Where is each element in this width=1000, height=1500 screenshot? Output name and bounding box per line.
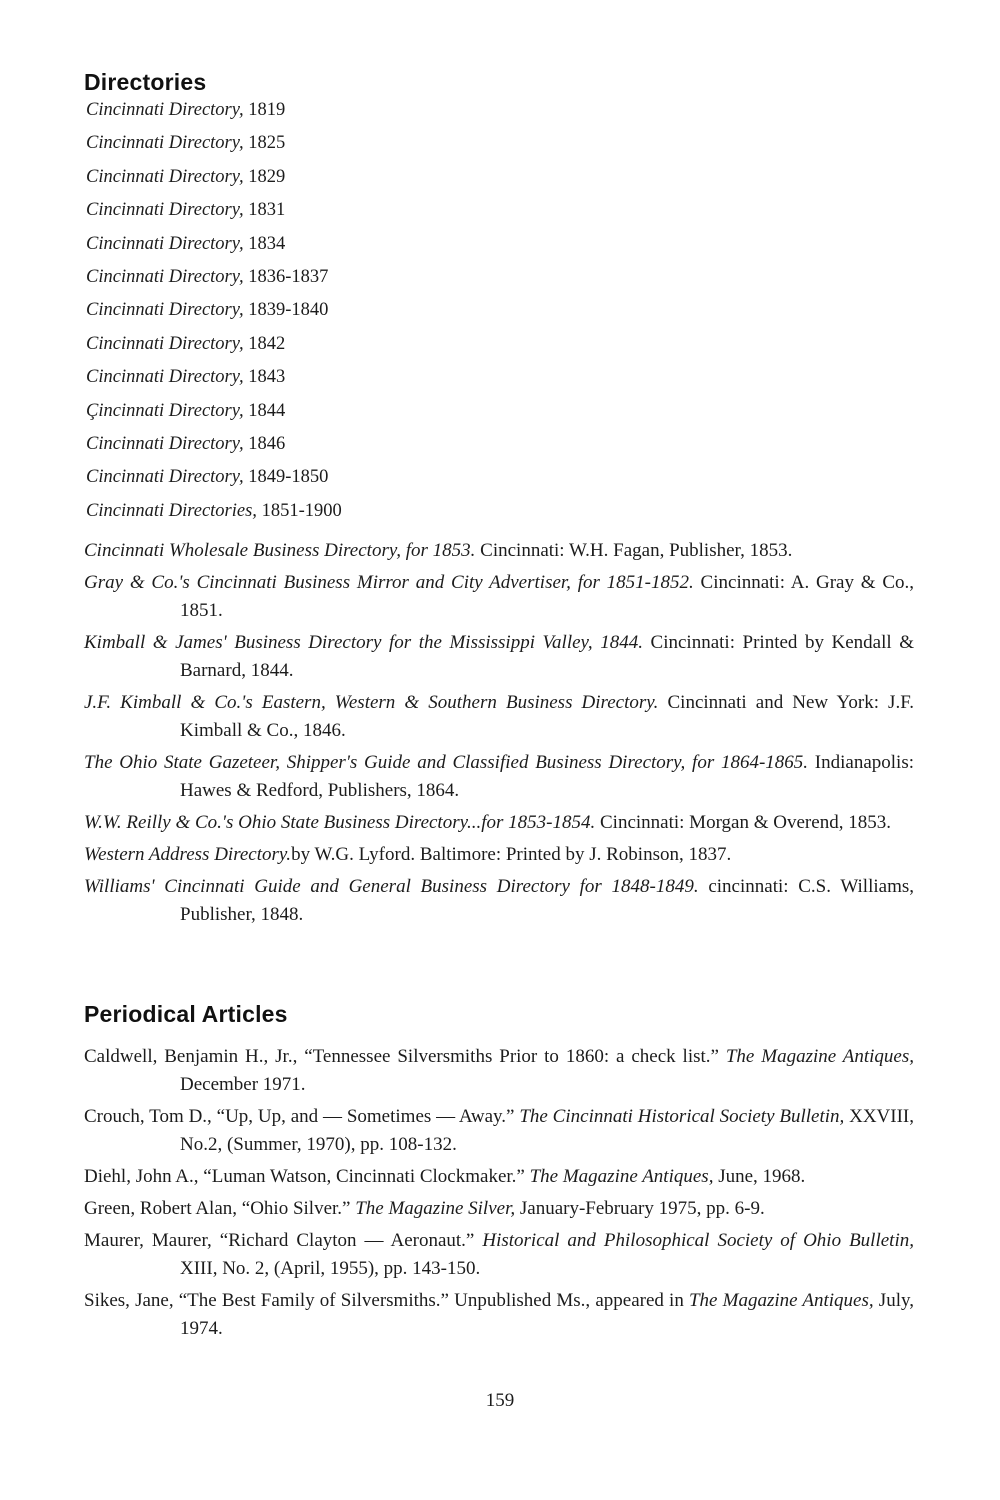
directory-title: Cincinnati Directory, bbox=[86, 433, 244, 454]
bibliography-entry bbox=[84, 1287, 914, 1343]
entry-title: The Ohio State Gazeteer, Shipper's Guide and Classified Business Directory, for 1864-1865. bbox=[84, 752, 809, 773]
list-item bbox=[86, 495, 342, 528]
entry-citation: January-February 1975, pp. 6-9. bbox=[515, 1198, 765, 1219]
entry-title: Williams' Cincinnati Guide and General Business Directory for 1848-1849. bbox=[84, 876, 699, 897]
entry-publication: by W.G. Lyford. Baltimore: Printed by J. Robinson, 1837. bbox=[291, 844, 732, 865]
list-item bbox=[86, 361, 342, 394]
entry-periodical: The Magazine Antiques, bbox=[688, 1290, 874, 1311]
entry-periodical: The Magazine Silver, bbox=[355, 1198, 516, 1219]
bibliography-entry bbox=[84, 689, 914, 745]
entry-title: W.W. Reilly & Co.'s Ohio State Business Directory...for 1853-1854. bbox=[84, 812, 596, 833]
entry-periodical: The Magazine Antiques, bbox=[529, 1166, 714, 1187]
list-item bbox=[86, 228, 342, 261]
bibliography-entry bbox=[84, 873, 914, 929]
entry-author-title: Maurer, Maurer, “Richard Clayton — Aeronaut.” bbox=[84, 1230, 483, 1251]
list-item bbox=[86, 94, 342, 127]
directory-title: Cincinnati Directory, bbox=[86, 467, 244, 488]
directory-title: Cincinnati Directory, bbox=[86, 100, 244, 120]
directory-year: 1839-1840 bbox=[248, 300, 329, 321]
directory-year: 1834 bbox=[248, 233, 286, 254]
entry-title: Cincinnati Wholesale Business Directory, for 1853. bbox=[84, 540, 476, 561]
periodical-article-entries bbox=[84, 1043, 914, 1347]
list-item bbox=[86, 328, 342, 361]
directory-year: 1819 bbox=[248, 100, 286, 120]
list-item bbox=[86, 461, 342, 494]
entry-citation: December 1971. bbox=[180, 1074, 306, 1095]
bibliography-entry bbox=[84, 841, 914, 869]
entry-publication: cincinnati: C.S. Williams, Publisher, 1848. bbox=[180, 876, 915, 925]
directory-year: 1844 bbox=[248, 400, 286, 421]
entry-title: Western Address Directory. bbox=[84, 844, 292, 865]
bibliography-entry bbox=[84, 809, 914, 837]
directory-year: 1849-1850 bbox=[248, 467, 329, 488]
directory-year: 1829 bbox=[248, 166, 286, 187]
entry-author-title: Sikes, Jane, “The Best Family of Silversmiths.” Unpublished Ms., appeared in bbox=[84, 1290, 689, 1311]
directory-list bbox=[86, 94, 342, 528]
bibliography-entry bbox=[84, 569, 914, 625]
directory-title: Cincinnati Directory, bbox=[86, 133, 244, 154]
list-item bbox=[86, 294, 342, 327]
entry-publication: Cincinnati: W.H. Fagan, Publisher, 1853. bbox=[475, 540, 793, 561]
entry-author-title: Diehl, John A., “Luman Watson, Cincinnati Clockmaker.” bbox=[84, 1166, 530, 1187]
bibliography-entry bbox=[84, 537, 914, 565]
entry-author-title: Caldwell, Benjamin H., Jr., “Tennessee Silversmiths Prior to 1860: a check list.” bbox=[84, 1046, 726, 1067]
bibliography-entry bbox=[84, 1163, 914, 1191]
entry-periodical: The Magazine Antiques, bbox=[725, 1046, 914, 1067]
bibliography-entry bbox=[84, 749, 914, 805]
entry-title: Kimball & James' Business Directory for the Mississippi Valley, 1844. bbox=[84, 632, 643, 653]
entry-citation: XIII, No. 2, (April, 1955), pp. 143-150. bbox=[180, 1258, 481, 1279]
directory-title: Çincinnati Directory, bbox=[86, 400, 244, 421]
directory-year: 1831 bbox=[248, 200, 286, 221]
directory-year: 1843 bbox=[248, 367, 286, 388]
entry-publication: Cincinnati: Printed by Kendall & Barnard, 1844. bbox=[180, 632, 914, 681]
list-item bbox=[86, 194, 342, 227]
directory-year: 1846 bbox=[248, 433, 286, 454]
bibliography-entry bbox=[84, 1043, 914, 1099]
list-item bbox=[86, 261, 342, 294]
directories-heading: Directories bbox=[84, 69, 207, 95]
directory-year: 1842 bbox=[248, 333, 286, 354]
list-item bbox=[86, 395, 342, 428]
directory-title: Cincinnati Directory, bbox=[86, 300, 244, 321]
directory-title: Cincinnati Directory, bbox=[86, 233, 244, 254]
list-item bbox=[86, 428, 342, 461]
bibliography-entry bbox=[84, 629, 914, 685]
business-directory-entries bbox=[84, 537, 914, 933]
directory-year: 1851-1900 bbox=[261, 500, 342, 521]
entry-author-title: Crouch, Tom D., “Up, Up, and — Sometimes — Away.” bbox=[84, 1106, 520, 1127]
entry-citation: XXVIII, No.2, (Summer, 1970), pp. 108-132. bbox=[180, 1106, 915, 1155]
periodical-articles-heading: Periodical Articles bbox=[84, 1001, 288, 1027]
entry-citation: June, 1968. bbox=[713, 1166, 806, 1187]
directory-title: Cincinnati Directories, bbox=[86, 500, 257, 521]
bibliography-entry bbox=[84, 1195, 914, 1223]
entry-author-title: Green, Robert Alan, “Ohio Silver.” bbox=[84, 1198, 356, 1219]
entry-citation: July, 1974. bbox=[180, 1290, 914, 1339]
directory-year: 1825 bbox=[248, 133, 286, 154]
entry-publication: Cincinnati: Morgan & Overend, 1853. bbox=[595, 812, 891, 833]
list-item bbox=[86, 127, 342, 160]
entry-periodical: Historical and Philosophical Society of Ohio Bulletin, bbox=[482, 1230, 914, 1251]
bibliography-entry bbox=[84, 1227, 914, 1283]
bibliography-entry bbox=[84, 1103, 914, 1159]
entry-publication: Cincinnati: A. Gray & Co., 1851. bbox=[180, 572, 914, 621]
entry-publication: Indianapolis: Hawes & Redford, Publishers, 1864. bbox=[180, 752, 915, 801]
directory-title: Cincinnati Directory, bbox=[86, 367, 244, 388]
page-number: 159 bbox=[485, 1390, 515, 1411]
entry-publication: Cincinnati and New York: J.F. Kimball & Co., 1846. bbox=[180, 692, 914, 741]
directory-title: Cincinnati Directory, bbox=[86, 266, 244, 287]
directory-title: Cincinnati Directory, bbox=[86, 333, 244, 354]
entry-title: Gray & Co.'s Cincinnati Business Mirror and City Advertiser, for 1851-1852. bbox=[84, 572, 694, 593]
directory-title: Cincinnati Directory, bbox=[86, 166, 244, 187]
directory-title: Cincinnati Directory, bbox=[86, 200, 244, 221]
list-item bbox=[86, 161, 342, 194]
entry-title: J.F. Kimball & Co.'s Eastern, Western & Southern Business Directory. bbox=[84, 692, 659, 713]
entry-periodical: The Cincinnati Historical Society Bulletin, bbox=[519, 1106, 845, 1127]
directory-year: 1836-1837 bbox=[248, 266, 329, 287]
